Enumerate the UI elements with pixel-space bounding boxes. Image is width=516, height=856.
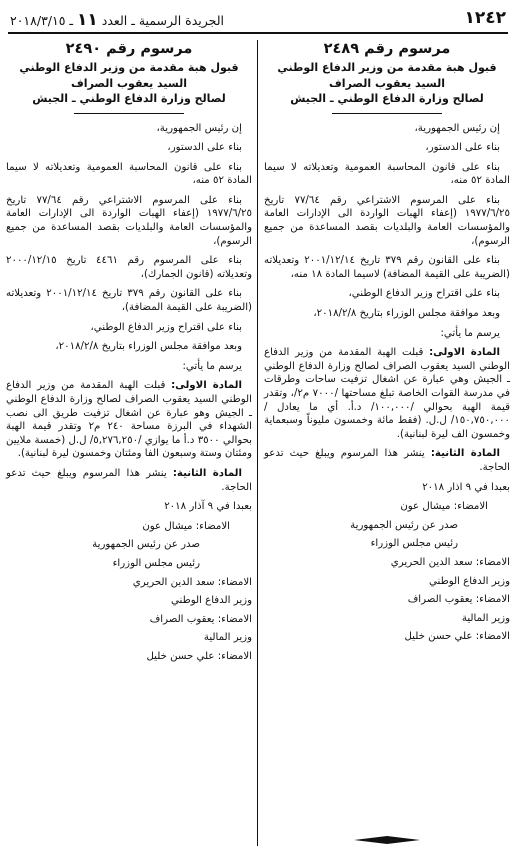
article-1-text: قبلت الهبة المقدمة من وزير الدفاع الوطني السيد يعقوب الصراف لصالح وزارة الدفاع الوطني ـ الجيش وهو عبارة عن اشغال تزفيت طريق الى نصب الشهداء في البرزة مساحة ٢٤٠ م٢ وتقدر قيمة الهبة بحوالي ٣٥٠٠ د.أ ما يوازي /٥,٢٧٦,٢٥٠/ ل.ل (خمسة ملايين ومئتان وستة وسبعون الفا ومئتان وخمسون ليرة لبنانية). — [6, 380, 253, 460]
finance-minister-title: وزير المالية — [203, 632, 252, 644]
decree-title-line-1: قبول هبة مقدمة من وزير الدفاع الوطني — [277, 61, 497, 74]
signature-defense-minister: الامضاء: يعقوب الصراف — [407, 594, 510, 606]
decree-title-line-3: لصالح وزارة الدفاع الوطني ـ الجيش — [290, 92, 484, 105]
preamble-decree-4461: بناء على المرسوم رقم ٤٤٦١ تاريخ ٢٠٠٠/١٢/١٥ وتعديلاته (قانون الجمارك)، — [6, 255, 252, 280]
signature-finance-minister: الامضاء: علي حسن خليل — [404, 631, 510, 643]
article-2 — [264, 447, 510, 474]
preamble-law-379: بناء على القانون رقم ٣٧٩ تاريخ ٢٠٠١/١٢/١٤ وتعديلاته (الضريبة على القيمة المضافة)، — [6, 288, 252, 314]
issued-by: صدر عن رئيس الجمهورية — [350, 519, 458, 531]
decree-title-line-1: قبول هبة مقدمة من وزير الدفاع الوطني — [19, 61, 239, 74]
article-1 — [264, 346, 510, 441]
pm-title: رئيس مجلس الوزراء — [370, 538, 458, 550]
signature-president: الامضاء: ميشال عون — [400, 501, 488, 513]
preamble-proposal: بناء على اقتراح وزير الدفاع الوطني، — [90, 321, 242, 333]
article-2 — [6, 467, 252, 494]
decree-title-line-2: السيد يعقوب الصراف — [329, 76, 445, 90]
end-of-decree-mark — [354, 836, 420, 844]
preamble-decree-77-64: بناء على المرسوم الاشتراعي رقم ٧٧/٦٤ تاريخ ١٩٧٧/٦/٢٥ (إعفاء الهبات الواردة الى الإدارات العامة والمؤسسات العامة والبلديات بقصد المساعدة من جميع الرسوم)، — [6, 194, 252, 247]
decree-2489-column — [264, 40, 510, 846]
decree-number: مرسوم رقم ٢٤٩٠ — [65, 41, 193, 57]
gazette-issue-line — [10, 10, 224, 30]
signing-date: بعبدا في ٩ اذار ٢٠١٨ — [422, 481, 510, 493]
defense-minister-title: وزير الدفاع الوطني — [171, 595, 252, 607]
preamble-president: إن رئيس الجمهورية، — [156, 122, 242, 134]
article-1-label: المادة الاولى: — [171, 380, 242, 392]
pm-title: رئيس مجلس الوزراء — [112, 557, 200, 569]
preamble-law-379: بناء على القانون رقم ٣٧٩ تاريخ ٢٠٠١/١٢/١٤ وتعديلاته (الضريبة على القيمة المضافة) لاسيما المادة ١٨ منه، — [264, 255, 510, 280]
article-2-label: المادة الثانية: — [172, 467, 242, 479]
decrees-following: يرسم ما يأتي: — [182, 360, 242, 372]
preamble-accounting-law: بناء على قانون المحاسبة العمومية وتعديلاته لا سيما المادة ٥٢ منه، — [264, 161, 510, 187]
preamble-proposal: بناء على اقتراح وزير الدفاع الوطني، — [348, 288, 500, 300]
preamble-accounting-law: بناء على قانون المحاسبة العمومية وتعديلاته لا سيما المادة ٥٢ منه، — [6, 161, 252, 187]
signature-pm: الامضاء: سعد الدين الحريري — [132, 576, 252, 588]
issued-by: صدر عن رئيس الجمهورية — [92, 539, 200, 551]
preamble-cabinet-approval: وبعد موافقة مجلس الوزراء بتاريخ ٢٠١٨/٢/٨، — [313, 308, 500, 320]
article-1-label: المادة الاولى: — [429, 347, 500, 359]
column-divider — [257, 40, 258, 846]
signature-president: الامضاء: ميشال عون — [142, 520, 230, 532]
article-1 — [6, 379, 252, 461]
article-2-text: ينشر هذا المرسوم ويبلغ حيث تدعو الحاجة. — [6, 467, 252, 493]
title-underline — [74, 113, 184, 114]
article-2-text: ينشر هذا المرسوم ويبلغ حيث تدعو الحاجة. — [264, 448, 510, 473]
finance-minister-title: وزير المالية — [461, 612, 510, 624]
decree-title-line-3: لصالح وزارة الدفاع الوطني ـ الجيش — [32, 92, 226, 105]
preamble-cabinet-approval: وبعد موافقة مجلس الوزراء بتاريخ ٢٠١٨/٢/٨، — [55, 341, 242, 353]
title-underline — [332, 113, 442, 114]
issue-date: ـ ٢٠١٨/٣/١٥ — [10, 13, 74, 28]
signature-finance-minister: الامضاء: علي حسن خليل — [146, 650, 252, 662]
preamble-constitution: بناء على الدستور، — [425, 142, 500, 154]
decree-number: مرسوم رقم ٢٤٨٩ — [323, 41, 451, 57]
decrees-following: يرسم ما يأتي: — [440, 327, 500, 339]
defense-minister-title: وزير الدفاع الوطني — [429, 575, 510, 587]
decree-2490-column — [6, 40, 252, 846]
preamble-decree-77-64: بناء على المرسوم الاشتراعي رقم ٧٧/٦٤ تاريخ ١٩٧٧/٦/٢٥ (إعفاء الهبات الواردة الى الإدارات العامة والمؤسسات العامة والبلديات بقصد المساعدة من جميع الرسوم)، — [264, 194, 510, 247]
signature-defense-minister: الامضاء: يعقوب الصراف — [149, 613, 252, 625]
article-1-text: قبلت الهبة المقدمة من وزير الدفاع الوطني السيد يعقوب الصراف لصالح وزارة الدفاع الوطني ـ الجيش وهي عبارة عن اشغال تزفيت ساحات وطرقات في مدرسة القوات الخاصة تبلغ مساحتها /٧٠٠٠ م٢/، وتقدر قيمة الهبة بحوالي /١٠٠,٠٠٠/ د.أ. أي ما يعادل /١٥٠,٧٥٠,٠٠٠/ ل.ل. (فقط مائة وخمسون مليوناً وسبعماية وخمسون الف ليرة لبنانية). — [264, 347, 511, 440]
page-header — [8, 6, 508, 34]
preamble-constitution: بناء على الدستور، — [167, 142, 242, 154]
preamble-president: إن رئيس الجمهورية، — [414, 122, 500, 134]
decree-title-line-2: السيد يعقوب الصراف — [71, 76, 187, 90]
signature-pm: الامضاء: سعد الدين الحريري — [390, 556, 510, 568]
article-2-label: المادة الثانية: — [430, 448, 500, 460]
issue-number: ١١ — [77, 10, 98, 30]
page-number: ١٢٤٢ — [464, 8, 506, 28]
signing-date: بعبدا في ٩ آذار ٢٠١٨ — [164, 501, 252, 513]
gazette-name: الجريدة الرسمية ـ العدد — [101, 13, 225, 28]
